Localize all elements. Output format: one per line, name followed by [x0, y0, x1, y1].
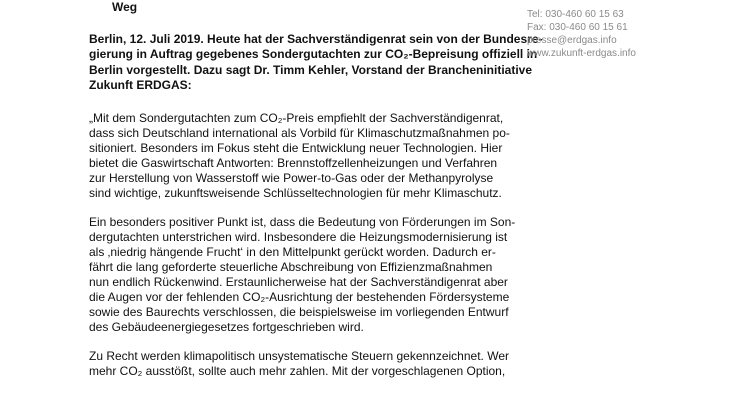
contact-fax: Fax: 030-460 60 15 61: [527, 22, 628, 33]
text-line: Zu Recht werden klimapolitisch unsystematische Steuern gekennzeichnet. Wer: [89, 348, 509, 363]
text-line: des Gebäudeenergiegesetzes fortgeschrieben wird.: [89, 319, 364, 334]
text-line: bietet die Gaswirtschaft Antworten: Brennstoffzellenheizungen und Verfahren: [89, 155, 498, 170]
contact-phone: Tel: 030-460 60 15 63: [527, 9, 624, 20]
text-line: dergutachten unterstrichen wird. Insbesondere die Heizungsmodernisierung ist: [89, 229, 508, 244]
contact-email[interactable]: presse@erdgas.info: [527, 35, 617, 46]
text-line: die Augen vor der fehlenden CO₂-Ausrichtung der bestehenden Fördersysteme: [89, 289, 510, 304]
lead-line: Zukunft ERDGAS:: [89, 78, 192, 93]
contact-website[interactable]: www.zukunft-erdgas.info: [527, 48, 636, 59]
press-release-body: [89, 32, 543, 379]
contact-block: [527, 8, 636, 60]
text-line: Ein besonders positiver Punkt ist, dass die Bedeutung von Förderungen im Son-: [89, 214, 516, 229]
lead-line: Berlin, 12. Juli 2019. Heute hat der Sachverständigenrat sein von der Bundesre-: [89, 32, 543, 46]
text-line: dass sich Deutschland international als Vorbild für Klimaschutzmaßnahmen po-: [89, 125, 510, 140]
lead-paragraph: [89, 32, 543, 94]
text-line: mehr CO₂ ausstößt, sollte auch mehr zahlen. Mit der vorgeschlagenen Option,: [89, 363, 506, 378]
text-line: „Mit dem Sondergutachten zum CO₂-Preis empfiehlt der Sachverständigenrat,: [89, 110, 504, 125]
body-paragraph-3: [89, 349, 509, 379]
body-paragraph-2: [89, 214, 516, 335]
body-paragraph-1: [89, 111, 509, 201]
headline-fragment: Weg: [112, 0, 138, 14]
text-line: sind wichtige, zukunftsweisende Schlüsseltechnologien für mehr Klimaschutz.: [89, 185, 502, 200]
text-line: als ‚niedrig hängende Frucht‘ in den Mittelpunkt gerückt worden. Dadurch er-: [89, 244, 496, 259]
lead-line: gierung in Auftrag gegebenes Sondergutachten zur CO₂-Bepreisung offiziell in: [89, 47, 538, 62]
text-line: sowie des Baurechts verschlossen, die beispielsweise im vorliegenden Entwurf: [89, 304, 509, 319]
text-line: nun endlich Rückenwind. Erstaunlicherweise hat der Sachverständigenrat aber: [89, 274, 508, 289]
text-line: sitioniert. Besonders im Fokus steht die Entwicklung neuer Technologien. Hier: [89, 140, 503, 155]
text-line: fährt die lang geforderte steuerliche Abschreibung von Effizienzmaßnahmen: [89, 259, 493, 274]
text-line: zur Herstellung von Wasserstoff wie Power-to-Gas oder der Methanpyrolyse: [89, 170, 494, 185]
lead-line: Berlin vorgestellt. Dazu sagt Dr. Timm Kehler, Vorstand der Brancheninitiative: [89, 62, 533, 77]
